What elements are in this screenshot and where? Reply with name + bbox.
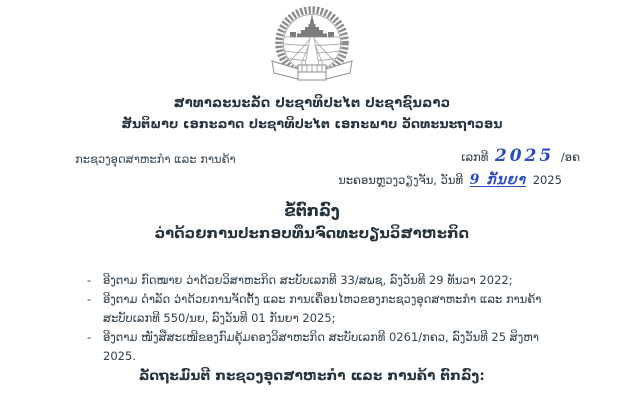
lao-national-emblem-icon <box>254 6 370 90</box>
place-date-prefix: ນະຄອນຫຼວງວຽງຈັນ, ວັນທີ <box>338 173 463 187</box>
ref-label: ເລກທີ <box>461 150 489 164</box>
ref-number-handwritten: 2025 <box>494 146 555 166</box>
lao-national-emblem <box>254 6 370 90</box>
document-subtitle: ວ່າດ້ວຍການປະກອບທຶນຈົດທະບຽນວິສາຫະກິດ <box>154 226 470 242</box>
ref-suffix: /ອຄ <box>560 150 580 164</box>
document-title: ຂໍ້ຕົກລົງ <box>284 202 340 220</box>
date-year: 2025 <box>532 173 562 187</box>
reference-number-line <box>461 146 580 166</box>
ministry-name: ກະຊວງອຸດສາຫະກຳ ແລະ ການຄ້າ <box>75 152 236 166</box>
decision-line: ລັດຖະມົນຕີ ກະຊວງອຸດສາຫະກຳ ແລະ ການຄ້າ ຕົກລົງ: <box>138 368 486 384</box>
country-name-line: ສາທາລະນະລັດ ປະຊາທິປະໄຕ ປະຊາຊົນລາວ <box>173 96 451 111</box>
national-motto-line: ສັນຕິພາບ ເອກະລາດ ປະຊາທິປະໄຕ ເອກະພາບ ວັດທະນະຖາວອນ <box>121 116 503 131</box>
place-date-line <box>338 172 562 188</box>
citation-item <box>87 290 553 328</box>
citation-text: ອີງຕາມ ກົດໝາຍ ວ່າດ້ວຍວິສາຫະກິດ ສະບັບເລກທີ 33/ສພຊ, ລົງວັນທີ 29 ທັນວາ 2022; <box>103 273 513 287</box>
date-handwritten: 9 ກັນຍາ <box>469 172 527 188</box>
citation-text: ອີງຕາມ ໜັງສືສະເໜີຂອງກົມຄຸ້ມຄອງວິສາຫະກິດ ສະບັບເລກທີ 0261/ກຄວ, ລົງວັນທີ 25 ສິງຫາ 2025. <box>103 330 539 363</box>
list-dash-marker: - <box>87 330 92 344</box>
list-dash-marker: - <box>87 292 92 306</box>
citation-text: ອີງຕາມ ດຳລັດ ວ່າດ້ວຍການຈັດຕັ້ງ ແລະ ການເຄື່ອນໄຫວຂອງກະຊວງອຸດສາຫະກຳ ແລະ ການຄ້າ ສະບັບເລກທີ 550/ນຍ, ລົງວັນທີ 01 ກັນຍາ 2025; <box>103 292 542 325</box>
citation-item <box>87 271 553 290</box>
citations-list <box>87 271 553 366</box>
citation-item <box>87 328 553 366</box>
list-dash-marker: - <box>87 273 92 287</box>
